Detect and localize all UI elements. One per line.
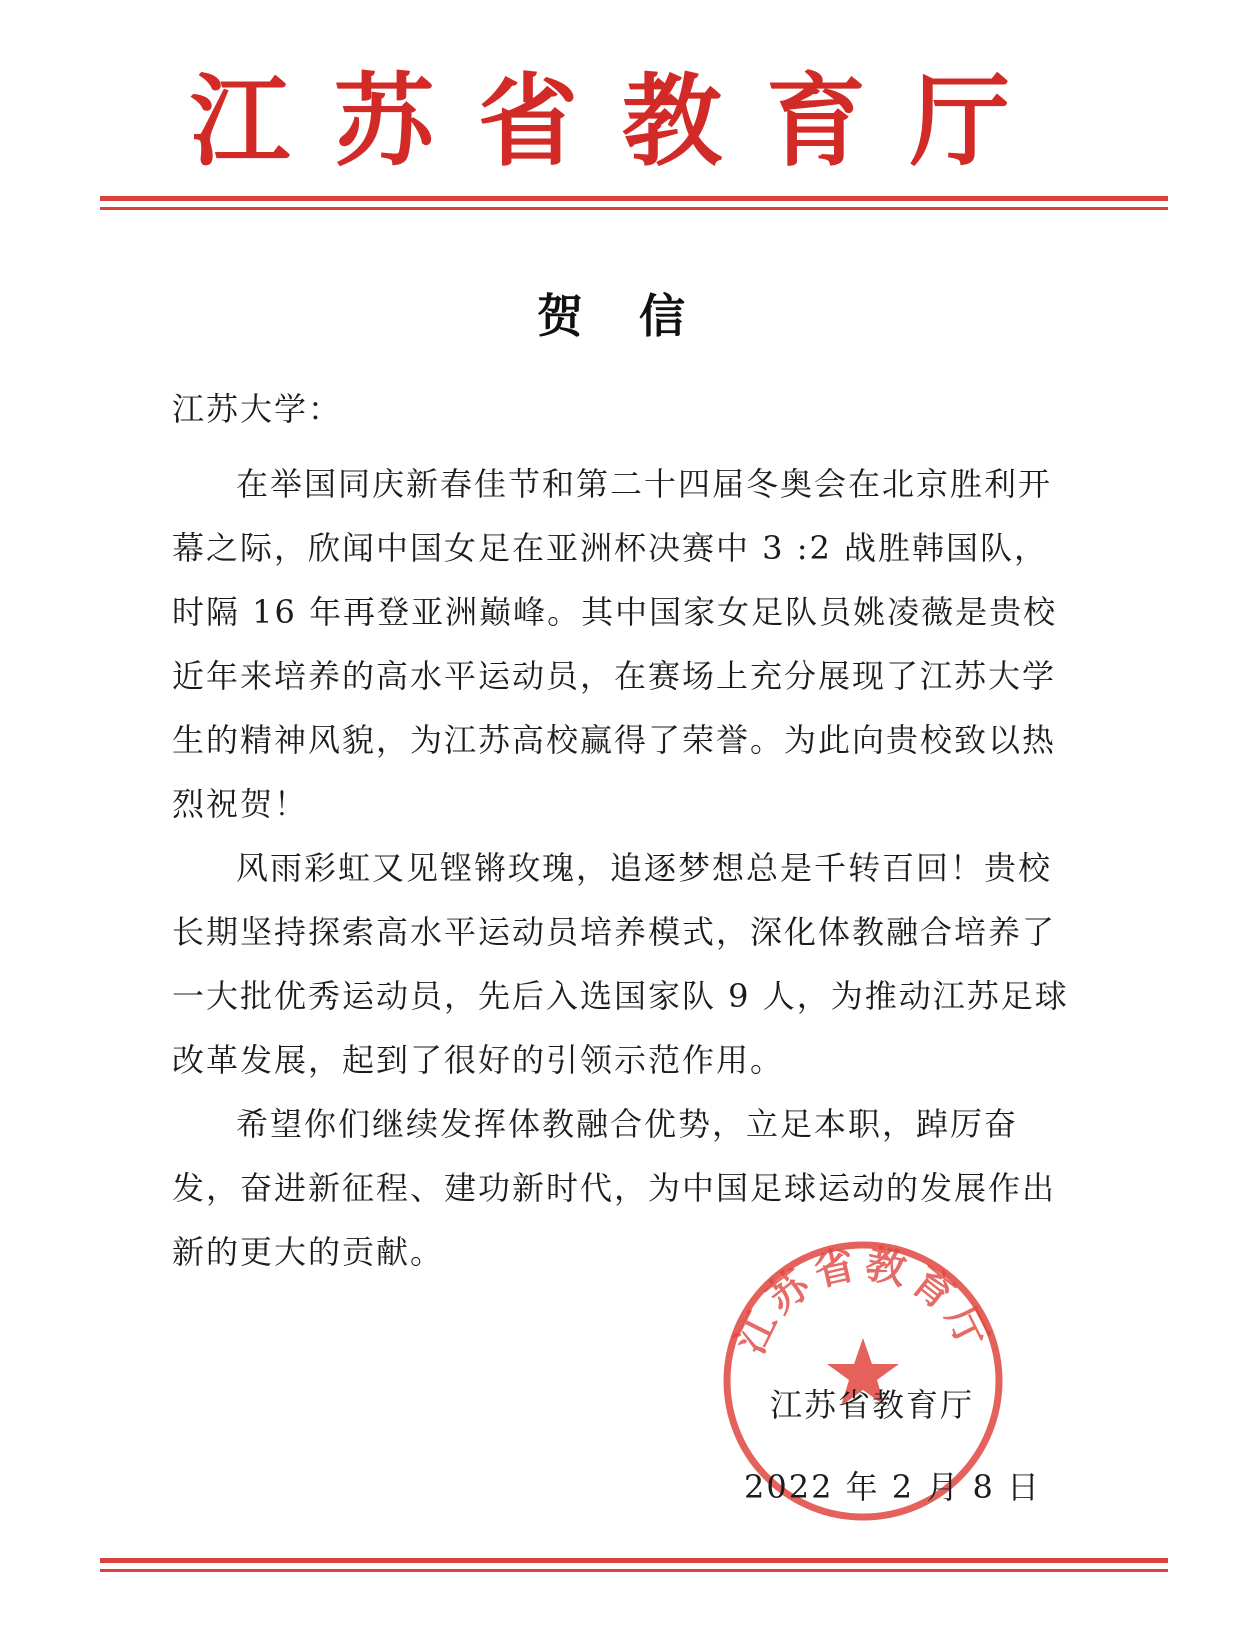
letterhead-title bbox=[190, 62, 1010, 182]
signature-organization: 江苏省教育厅 bbox=[770, 1386, 975, 1424]
seal-text: 江苏省教育厅 bbox=[727, 1240, 999, 1361]
footer-rule-thick bbox=[100, 1558, 1168, 1563]
letterhead-char: 江 bbox=[190, 63, 290, 180]
body-paragraph: 风雨彩虹又见铿锵玫瑰，追逐梦想总是千转百回！贵校长期坚持探索高水平运动员培养模式，深化体教融合培养了一大批优秀运动员，先后入选国家队 9 人，为推动江苏足球改革发展，起到了很好的引领示范作用。 bbox=[172, 849, 1069, 1079]
letterhead-char: 苏 bbox=[334, 63, 434, 180]
header-rule-thin bbox=[100, 207, 1168, 210]
letter-body bbox=[172, 452, 1072, 1284]
body-paragraph: 在举国同庆新春佳节和第二十四届冬奥会在北京胜利开幕之际，欣闻中国女足在亚洲杯决赛中 3 :2 战胜韩国队，时隔 16 年再登亚洲巅峰。其中国家女足队员姚凌薇是贵校近年来培养的高水平运动员，在赛场上充分展现了江苏大学生的精神风貌，为江苏高校赢得了荣誉。为此向贵校致以热烈祝贺！ bbox=[172, 465, 1058, 823]
letterhead-char: 厅 bbox=[910, 63, 1010, 180]
signature-date: 2022 年 2 月 8 日 bbox=[744, 1468, 1042, 1506]
letterhead-char: 教 bbox=[622, 63, 722, 180]
letter-title: 贺 信 bbox=[536, 289, 705, 343]
header-rule-thick bbox=[100, 196, 1168, 201]
letterhead-char: 省 bbox=[478, 63, 578, 180]
salutation: 江苏大学： bbox=[172, 390, 343, 428]
letterhead-char: 育 bbox=[766, 63, 866, 180]
footer-rule-thin bbox=[100, 1569, 1168, 1572]
body-paragraph: 希望你们继续发挥体教融合优势，立足本职，踔厉奋发，奋进新征程、建功新时代，为中国足球运动的发展作出新的更大的贡献。 bbox=[172, 1105, 1057, 1271]
